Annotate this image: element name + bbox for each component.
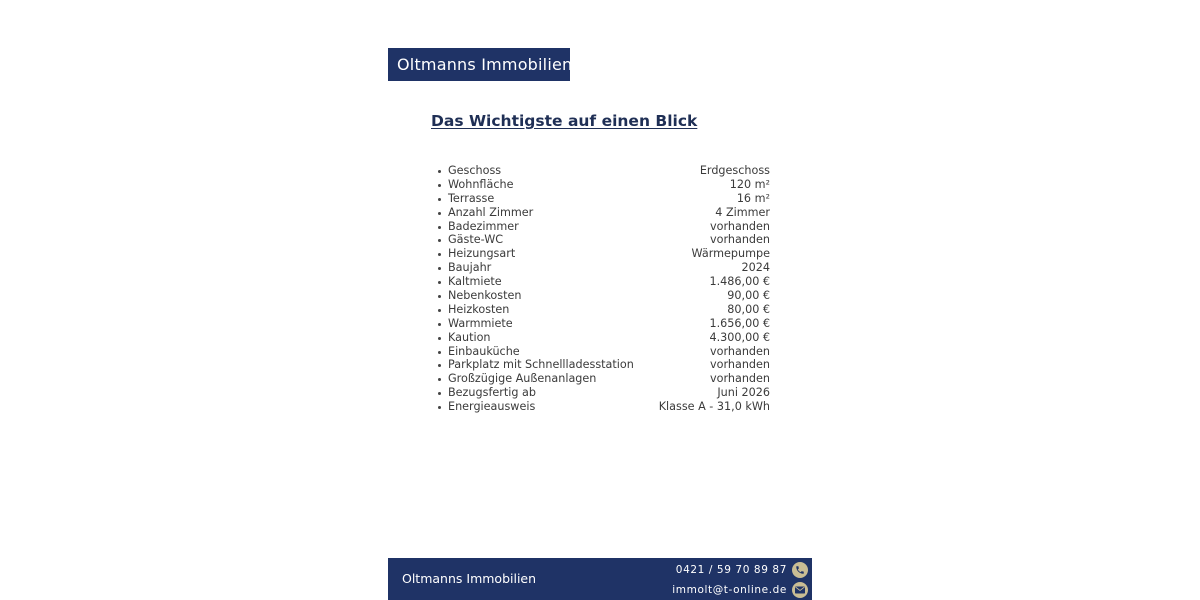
fact-row: [434, 261, 770, 275]
bullet-icon: [438, 267, 441, 270]
fact-value: vorhanden: [710, 233, 770, 247]
fact-label: Wohnfläche: [448, 177, 514, 191]
fact-row: [434, 400, 770, 414]
fact-label: Geschoss: [448, 164, 502, 177]
fact-label: Einbauküche: [448, 344, 520, 358]
fact-label: Heizkosten: [448, 302, 510, 316]
fact-row: [434, 358, 770, 372]
fact-value: vorhanden: [710, 358, 770, 372]
fact-row: [434, 206, 770, 220]
fact-row: [434, 192, 770, 206]
bullet-icon: [438, 212, 441, 215]
fact-row: [434, 372, 770, 386]
facts-list: [434, 164, 770, 414]
bullet-icon: [438, 239, 441, 242]
fact-row: [434, 220, 770, 234]
fact-label: Kaution: [448, 330, 491, 344]
fact-label: Großzügige Außenanlagen: [448, 372, 597, 386]
fact-value: Wärmepumpe: [691, 247, 770, 261]
fact-value: 90,00 €: [727, 289, 770, 303]
bullet-icon: [438, 198, 441, 201]
fact-label: Kaltmiete: [448, 275, 502, 289]
fact-label: Nebenkosten: [448, 289, 522, 303]
fact-row: [434, 317, 770, 331]
fact-value: vorhanden: [710, 372, 770, 386]
fact-label: Baujahr: [448, 261, 492, 275]
fact-row: [434, 164, 770, 178]
footer-brand: Oltmanns Immobilien: [402, 571, 537, 586]
fact-row: [434, 233, 770, 247]
fact-value: 120 m²: [729, 177, 770, 191]
bullet-icon: [438, 309, 441, 312]
bullet-icon: [438, 364, 441, 367]
fact-label: Anzahl Zimmer: [448, 205, 534, 219]
email-address[interactable]: immolt@t-online.de: [672, 584, 787, 596]
fact-row: [434, 275, 770, 289]
fact-value: 16 m²: [736, 191, 770, 205]
fact-value: vorhanden: [710, 219, 770, 233]
header-brand-bar: [388, 48, 573, 81]
fact-value: vorhanden: [710, 344, 770, 358]
bullet-icon: [438, 406, 441, 409]
fact-value: Erdgeschoss: [699, 164, 770, 177]
contact-email[interactable]: [672, 581, 808, 599]
fact-value: Juni 2026: [717, 386, 770, 400]
fact-label: Badezimmer: [448, 219, 519, 233]
bullet-icon: [438, 253, 441, 256]
bullet-icon: [438, 184, 441, 187]
page-title: Das Wichtigste auf einen Blick: [431, 112, 698, 130]
bullet-icon: [438, 378, 441, 381]
fact-label: Terrasse: [448, 191, 495, 205]
bullet-icon: [438, 170, 441, 173]
bullet-icon: [438, 337, 441, 340]
fact-row: [434, 289, 770, 303]
fact-value: 4 Zimmer: [715, 205, 770, 219]
fact-row: [434, 303, 770, 317]
fact-value: 80,00 €: [727, 302, 770, 316]
bullet-icon: [438, 226, 441, 229]
fact-row: [434, 178, 770, 192]
fact-row: [434, 331, 770, 345]
bullet-icon: [438, 351, 441, 354]
bullet-icon: [438, 281, 441, 284]
fact-label: Parkplatz mit Schnellladesstation: [448, 358, 634, 372]
fact-label: Warmmiete: [448, 316, 513, 330]
bullet-icon: [438, 295, 441, 298]
fact-value: 1.656,00 €: [709, 316, 770, 330]
bullet-icon: [438, 323, 441, 326]
brand-name: Oltmanns Immobilien: [397, 55, 573, 74]
contact-phone[interactable]: [676, 561, 808, 579]
fact-row: [434, 386, 770, 400]
bullet-icon: [438, 392, 441, 395]
fact-value: Klasse A - 31,0 kWh: [658, 400, 770, 414]
phone-icon[interactable]: [792, 562, 808, 578]
envelope-icon[interactable]: [792, 582, 808, 598]
fact-row: [434, 247, 770, 261]
fact-label: Energieausweis: [448, 400, 536, 414]
fact-label: Heizungsart: [448, 247, 516, 261]
footer: [388, 558, 812, 600]
fact-row: [434, 345, 770, 359]
fact-label: Bezugsfertig ab: [448, 386, 536, 400]
fact-value: 1.486,00 €: [709, 275, 770, 289]
fact-value: 4.300,00 €: [709, 330, 770, 344]
fact-value: 2024: [741, 261, 770, 275]
fact-label: Gäste-WC: [448, 233, 504, 247]
phone-number[interactable]: 0421 / 59 70 89 87: [675, 564, 787, 576]
